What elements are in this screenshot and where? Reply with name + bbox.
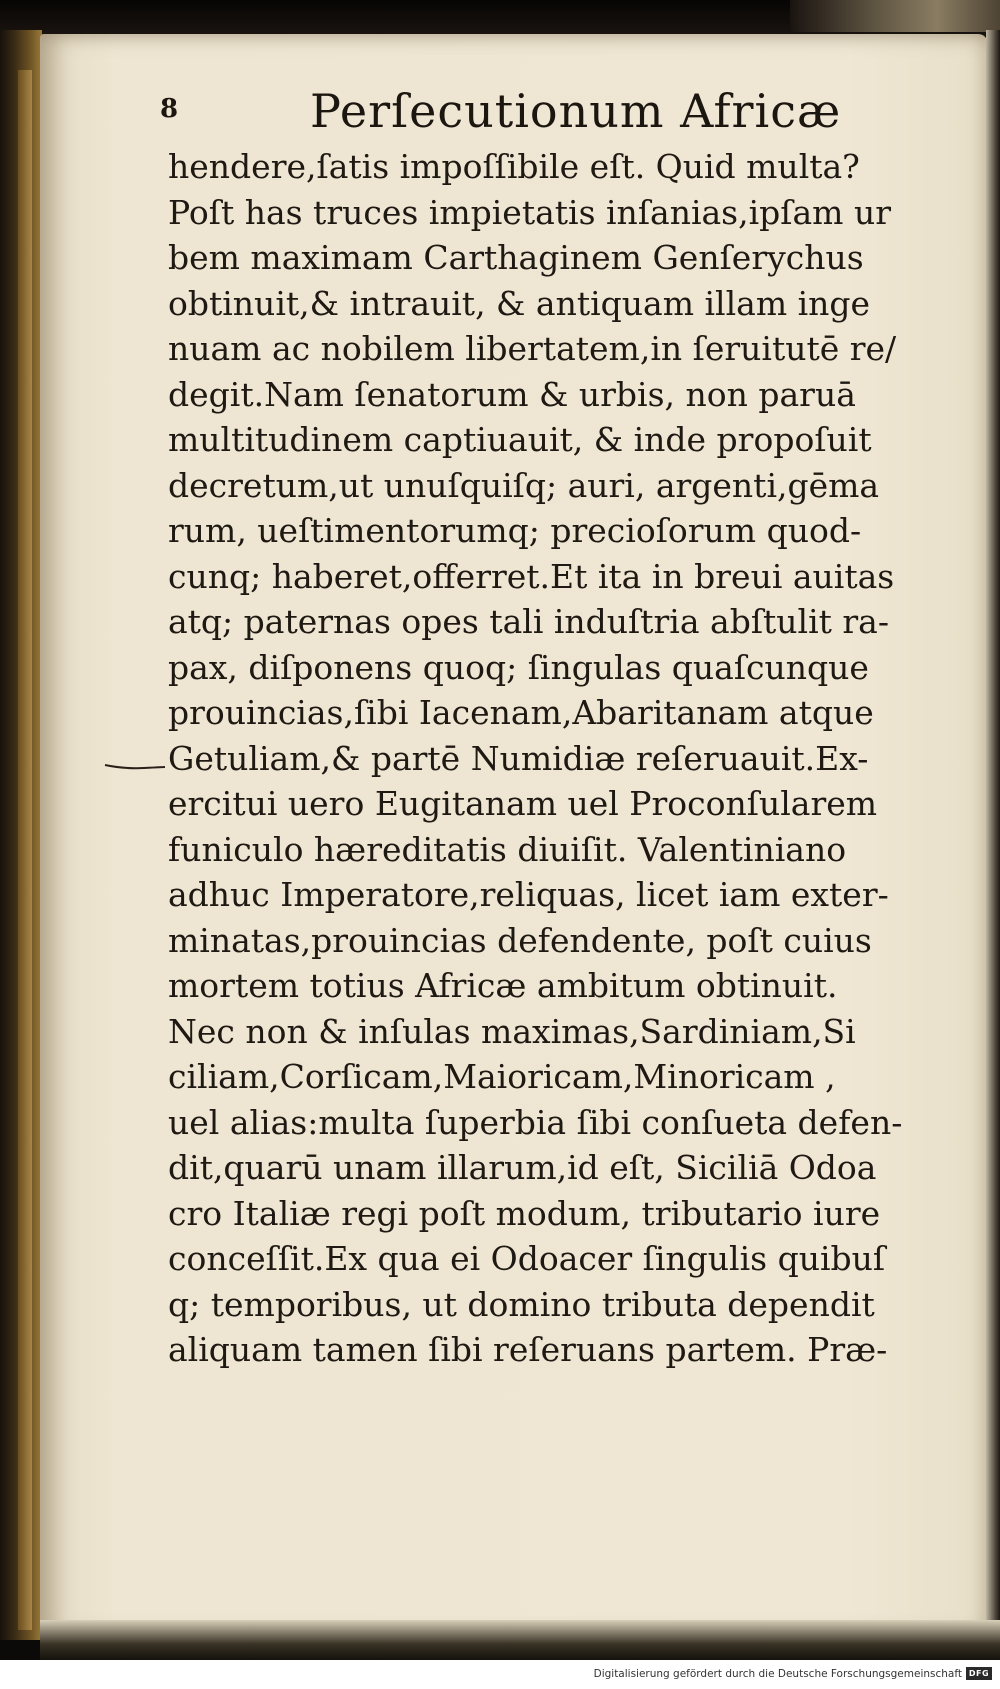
text-line: adhuc Imperatore,reliquas, licet iam exter- [168,875,889,914]
text-line: hendere,ſatis impoſſibile eſt. Quid multa? [168,147,860,186]
page-stack-edge [986,30,1000,1650]
body-text [168,144,918,1373]
text-line: dit,quarū unam illarum,id eſt, Siciliā Odoa [168,1148,877,1187]
text-line: nuam ac nobilem libertatem,in ſeruitutē re/ [168,329,897,368]
text-line: Poſt has truces impietatis inſanias,ipſam ur [168,192,891,232]
text-line: Getuliam,& partē Numidiæ reſeruauit.Ex- [168,738,869,778]
text-line: funiculo hæreditatis diuiſit. Valentiniano [168,829,847,869]
text-line: degit.Nam ſenatorum & urbis, non paruā [168,374,856,414]
text-line: minatas,prouincias defendente, poſt cuius [168,920,872,960]
text-line: ciliam,Corſicam,Maioricam,Minoricam , [168,1057,836,1096]
text-line: cro Italiæ regi poſt modum, tributario iure [168,1193,881,1233]
text-line: cunq; haberet,offerret.Et ita in breui auitas [168,556,895,596]
text-line: decretum,ut unuſquiſq; auri, argenti,gēma [168,465,880,505]
running-title: Perſecutionum Africæ [310,84,842,138]
text-line: conceſſit.Ex qua ei Odoacer ſingulis quibuſ [168,1239,886,1278]
text-line: ercitui uero Eugitanam uel Proconſularem [168,784,878,823]
page-bottom-edge [40,1620,1000,1660]
dfg-logo: DFG [966,1667,992,1680]
book-spine [0,30,42,1640]
funding-credit: Digitalisierung gefördert durch die Deutsche Forschungsgemeinschaft [593,1668,962,1680]
text-line: atq; paternas opes tali induſtria abſtulit ra- [168,602,890,641]
text-line: obtinuit,& intrauit, & antiquam illam inge [168,283,871,323]
margin-pen-stroke [104,762,166,772]
digitization-footer [0,1668,1000,1688]
text-line: mortem totius Africæ ambitum obtinuit. [168,966,838,1005]
text-line: bem maximam Carthaginem Genſerychus [168,238,864,277]
text-line: uel alias:multa ſuperbia ſibi conſueta defen- [168,1102,903,1142]
text-line: Nec non & inſulas maximas,Sardiniam,Si [168,1011,856,1051]
page-header [160,84,842,144]
text-line: multitudinem captiuauit, & inde propoſuit [168,420,872,459]
text-line: aliquam tamen ſibi reſeruans partem. Præ- [168,1330,888,1369]
text-line: pax, diſponens quoq; ſingulas quaſcunque [168,647,869,687]
text-line: q; temporibus, ut domino tributa dependit [168,1284,875,1324]
page-number: 8 [160,94,179,124]
text-line: prouincias,ſibi Iacenam,Abaritanam atque [168,693,874,732]
text-line: rum, ueſtimentorumq; precioſorum quod- [168,511,862,550]
book-cover-edge [790,0,1000,32]
spine-gilt [18,70,32,1630]
